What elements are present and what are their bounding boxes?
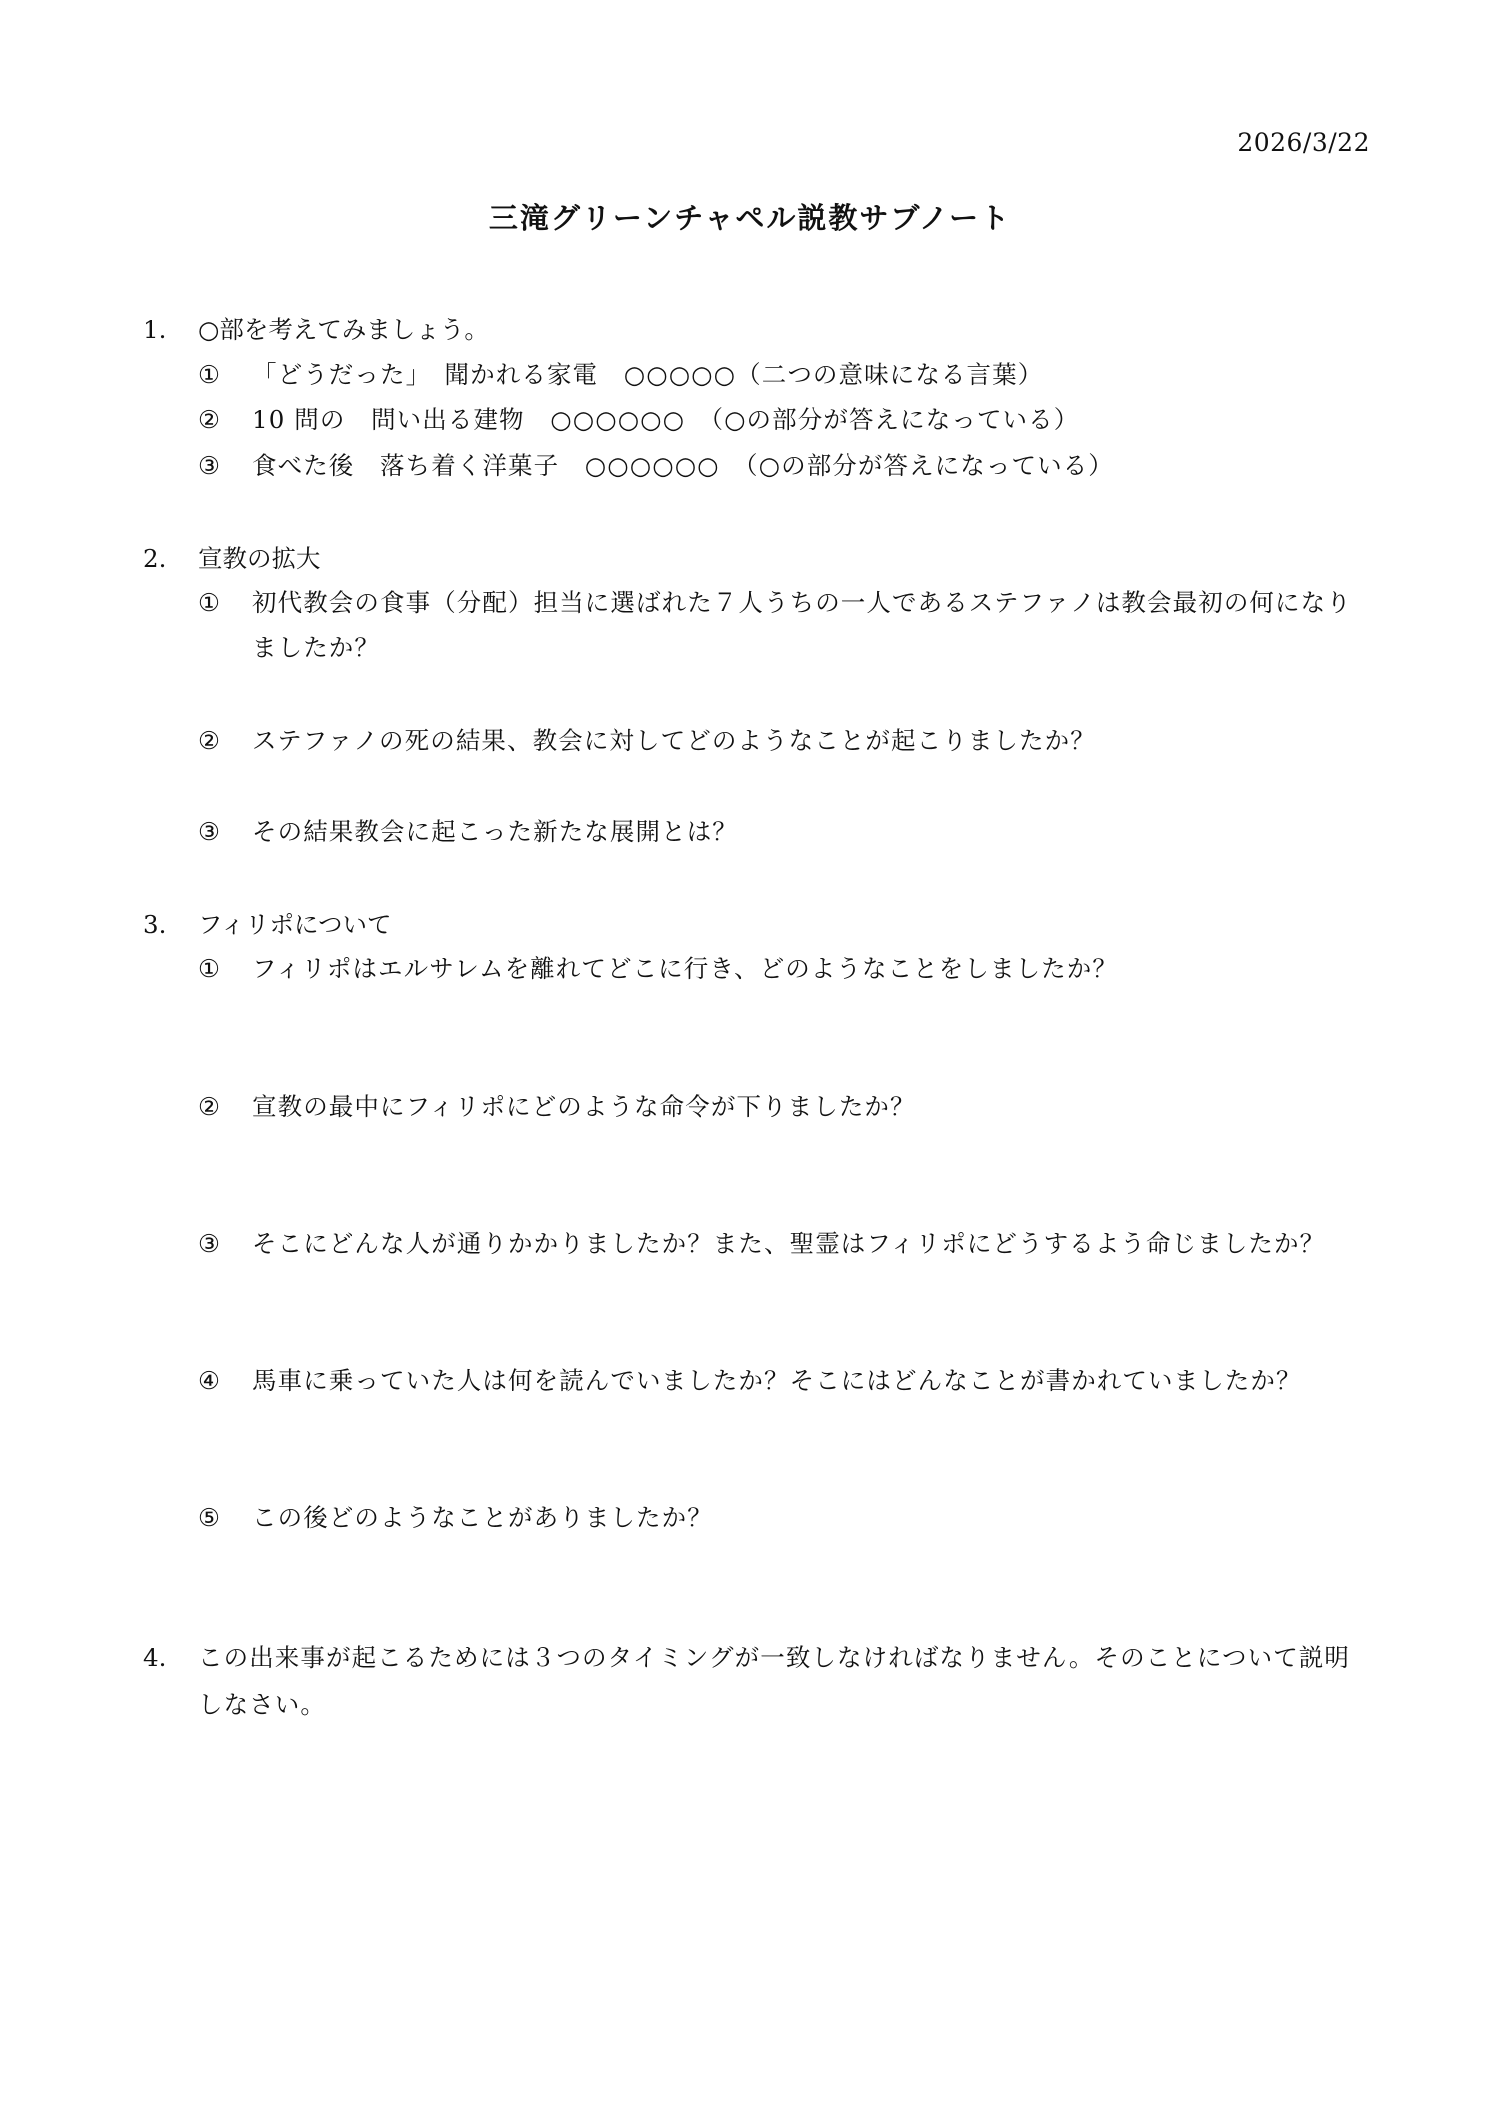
question-text: 宣教の最中にフィリポにどのような命令が下りましたか？ xyxy=(252,1092,916,1121)
question-2-2 xyxy=(198,718,1373,763)
document-title: 三滝グリーンチャペル説教サブノート xyxy=(488,201,1012,235)
question-text: 初代教会の食事（分配）担当に選ばれた７人うちの一人であるステファノは教会最初の何になりましたか？ xyxy=(252,588,1352,662)
section-heading-text: ○部を考えてみましょう。 xyxy=(198,315,489,344)
question-1-3 xyxy=(198,443,1373,488)
question-3-1 xyxy=(198,946,1373,991)
question-text: 「どうだった」 聞かれる家電 ○○○○○（二つの意味になる言葉） xyxy=(252,360,1044,389)
circled-number: ④ xyxy=(198,1366,220,1395)
question-1-2 xyxy=(198,397,1373,442)
question-3-3 xyxy=(198,1221,1373,1266)
question-text: そこにどんな人が通りかかりましたか？また、聖霊はフィリポにどうするよう命じましたか？ xyxy=(252,1229,1326,1258)
section-number: 3. xyxy=(143,910,167,939)
question-3-4 xyxy=(198,1358,1373,1403)
question-3-5 xyxy=(198,1495,1373,1540)
question-1-1 xyxy=(198,352,1373,397)
section-heading-text: フィリポについて xyxy=(198,910,392,939)
question-text: この出来事が起こるためには３つのタイミングが一致しなければなりません。そのことについて説明しなさい。 xyxy=(198,1643,1350,1719)
question-text: 馬車に乗っていた人は何を読んでいましたか？そこにはどんなことが書かれていましたか？ xyxy=(252,1366,1302,1395)
question-text: 食べた後 落ち着く洋菓子 ○○○○○○ （○の部分が答えになっている） xyxy=(252,451,1114,480)
question-text: この後どのようなことがありましたか？ xyxy=(252,1503,713,1532)
section-4 xyxy=(143,1634,1373,1728)
section-2-heading xyxy=(143,542,321,576)
circled-number: ① xyxy=(198,360,220,389)
section-heading-text: 宣教の拡大 xyxy=(198,544,321,573)
circled-number: ③ xyxy=(198,1229,220,1258)
section-number: 1. xyxy=(143,315,167,344)
question-text: その結果教会に起こった新たな展開とは？ xyxy=(252,817,738,846)
circled-number: ③ xyxy=(198,451,220,480)
circled-number: ③ xyxy=(198,817,220,846)
circled-number: ① xyxy=(198,588,220,617)
circled-number: ② xyxy=(198,1092,220,1121)
question-text: フィリポはエルサレムを離れてどこに行き、どのようなことをしましたか？ xyxy=(252,954,1118,983)
question-2-3 xyxy=(198,809,1373,854)
circled-number: ① xyxy=(198,954,220,983)
section-number: 2. xyxy=(143,544,167,573)
circled-number: ② xyxy=(198,726,220,755)
question-2-1 xyxy=(198,580,1373,670)
circled-number: ⑤ xyxy=(198,1503,220,1532)
section-1-heading xyxy=(143,313,489,347)
section-3-heading xyxy=(143,908,392,942)
section-number: 4. xyxy=(143,1643,167,1672)
circled-number: ② xyxy=(198,405,220,434)
question-text: ステファノの死の結果、教会に対してどのようなことが起こりましたか？ xyxy=(252,726,1096,755)
question-3-2 xyxy=(198,1084,1373,1129)
document-date: 2026/3/22 xyxy=(1237,128,1370,157)
question-text: 10 問の 問い出る建物 ○○○○○○ （○の部分が答えになっている） xyxy=(252,405,1080,434)
